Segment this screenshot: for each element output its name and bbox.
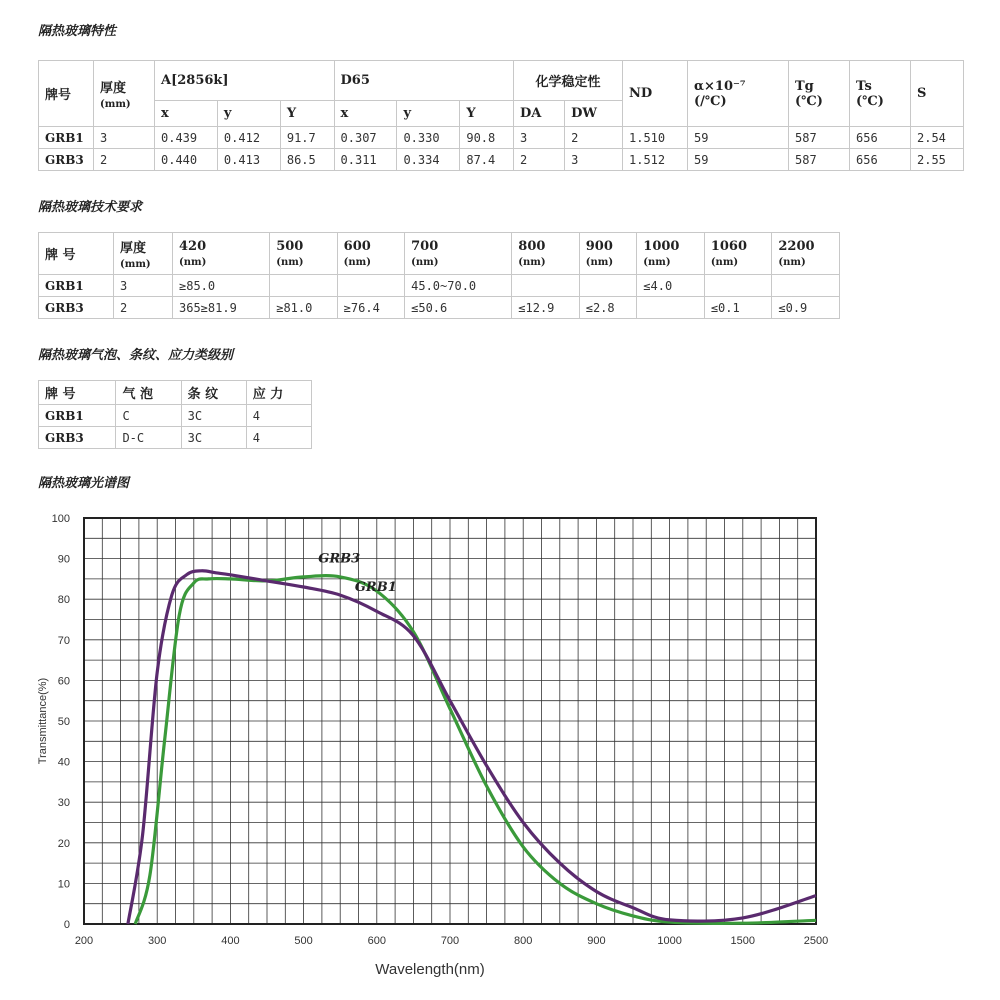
y-tick-label: 10 bbox=[57, 878, 70, 891]
alpha-header: α×10⁻⁷ (/℃) bbox=[688, 61, 789, 127]
wavelength-header-500: 500 (nm) bbox=[270, 233, 337, 275]
chem-stability-header: 化学稳定性 bbox=[514, 61, 623, 101]
tech-table bbox=[38, 232, 840, 319]
chart-grid bbox=[84, 518, 816, 924]
bubble-header: 气 泡 bbox=[116, 381, 181, 405]
y-tick-label: 50 bbox=[57, 716, 70, 728]
stress-cell: 4 bbox=[246, 405, 311, 427]
nd-header: ND bbox=[623, 61, 688, 127]
series-label: GRB1 bbox=[354, 580, 397, 596]
nd-cell: 1.510 bbox=[623, 127, 688, 149]
y-tick-label: 0 bbox=[63, 919, 70, 931]
y-tick-label: 100 bbox=[51, 513, 70, 525]
d-y-cell: 0.330 bbox=[397, 127, 460, 149]
properties-title: 隔热玻璃特性 bbox=[38, 24, 117, 39]
properties-table bbox=[38, 60, 964, 171]
a-Y-header: Y bbox=[280, 101, 334, 127]
alpha-cell: 59 bbox=[688, 149, 789, 171]
transmittance-cell bbox=[337, 275, 404, 297]
thickness-cell: 2 bbox=[114, 297, 173, 319]
stripe-cell: 3C bbox=[181, 405, 246, 427]
y-axis-label: Transmittance(%) bbox=[37, 677, 49, 765]
stripe-cell: 3C bbox=[181, 427, 246, 449]
series-label: GRB3 bbox=[318, 551, 361, 567]
transmittance-cell: ≤2.8 bbox=[579, 297, 637, 319]
series-labels bbox=[318, 552, 397, 595]
transmittance-chart bbox=[0, 500, 1000, 1000]
wavelength-header-800: 800 (nm) bbox=[512, 233, 579, 275]
d-x-cell: 0.307 bbox=[334, 127, 397, 149]
y-axis-ticks bbox=[52, 513, 70, 931]
transmittance-cell bbox=[704, 275, 772, 297]
chart-series bbox=[128, 571, 816, 924]
stripe-header: 条 纹 bbox=[181, 381, 246, 405]
s-cell: 2.54 bbox=[911, 127, 964, 149]
grade-cell: GRB1 bbox=[39, 127, 94, 149]
transmittance-cell: ≤0.9 bbox=[772, 297, 840, 319]
y-tick-label: 40 bbox=[57, 756, 70, 769]
transmittance-cell: ≥81.0 bbox=[270, 297, 337, 319]
d-Y-cell: 87.4 bbox=[460, 149, 514, 171]
wavelength-header-900: 900 (nm) bbox=[579, 233, 637, 275]
transmittance-cell bbox=[772, 275, 840, 297]
thickness-cell: 3 bbox=[114, 275, 173, 297]
a-y-header: y bbox=[217, 101, 280, 127]
ts-header: Ts (℃) bbox=[850, 61, 911, 127]
grade-header: 牌 号 bbox=[39, 233, 114, 275]
y-tick-label: 30 bbox=[57, 797, 70, 810]
y-tick-label: 90 bbox=[57, 553, 70, 566]
thickness-cell: 3 bbox=[94, 127, 155, 149]
transmittance-cell: ≤0.1 bbox=[704, 297, 772, 319]
transmittance-cell: ≥85.0 bbox=[173, 275, 270, 297]
y-tick-label: 80 bbox=[57, 594, 70, 607]
d65-header: D65 bbox=[334, 61, 514, 101]
table-row bbox=[39, 405, 312, 427]
spectrum-title: 隔热玻璃光谱图 bbox=[38, 476, 130, 491]
x-tick-label: 200 bbox=[74, 935, 94, 947]
x-tick-label: 1500 bbox=[730, 935, 756, 947]
d-Y-cell: 90.8 bbox=[460, 127, 514, 149]
table-row bbox=[39, 275, 840, 297]
grade-header: 牌 号 bbox=[39, 381, 116, 405]
a-y-cell: 0.413 bbox=[217, 149, 280, 171]
x-tick-label: 500 bbox=[294, 935, 313, 947]
table-row bbox=[39, 297, 840, 319]
x-tick-label: 600 bbox=[367, 935, 386, 947]
x-tick-label: 400 bbox=[221, 935, 240, 947]
tg-cell: 587 bbox=[789, 127, 850, 149]
quality-title: 隔热玻璃气泡、条纹、应力类级别 bbox=[38, 348, 234, 363]
da-cell: 3 bbox=[514, 127, 565, 149]
transmittance-cell: ≤4.0 bbox=[637, 275, 705, 297]
d-x-header: x bbox=[334, 101, 397, 127]
y-tick-label: 70 bbox=[57, 634, 70, 647]
table-row bbox=[39, 127, 964, 149]
d-y-header: y bbox=[397, 101, 460, 127]
x-tick-label: 1000 bbox=[657, 935, 682, 947]
a-Y-cell: 91.7 bbox=[280, 127, 334, 149]
wavelength-header-1000: 1000 (nm) bbox=[637, 233, 705, 275]
stress-cell: 4 bbox=[246, 427, 311, 449]
thickness-header: 厚度 (mm) bbox=[114, 233, 173, 275]
x-tick-label: 800 bbox=[514, 935, 533, 947]
dw-header: DW bbox=[565, 101, 623, 127]
quality-table bbox=[38, 380, 312, 449]
wavelength-header-1060: 1060 (nm) bbox=[704, 233, 772, 275]
transmittance-cell: ≤12.9 bbox=[512, 297, 579, 319]
tg-cell: 587 bbox=[789, 149, 850, 171]
a-x-header: x bbox=[155, 101, 218, 127]
series-line-grb1 bbox=[128, 571, 816, 924]
grade-cell: GRB3 bbox=[39, 297, 114, 319]
grade-cell: GRB1 bbox=[39, 275, 114, 297]
transmittance-cell bbox=[579, 275, 637, 297]
stress-header: 应 力 bbox=[246, 381, 311, 405]
d-x-cell: 0.311 bbox=[334, 149, 397, 171]
x-tick-label: 2500 bbox=[803, 935, 829, 947]
dw-cell: 2 bbox=[565, 127, 623, 149]
table-row bbox=[39, 427, 312, 449]
grade-cell: GRB1 bbox=[39, 405, 116, 427]
dw-cell: 3 bbox=[565, 149, 623, 171]
s-header: S bbox=[911, 61, 964, 127]
tg-header: Tg (℃) bbox=[789, 61, 850, 127]
wavelength-header-420: 420 (nm) bbox=[173, 233, 270, 275]
tech-title: 隔热玻璃技术要求 bbox=[38, 200, 143, 215]
table-row bbox=[39, 149, 964, 171]
transmittance-cell: 45.0~70.0 bbox=[405, 275, 512, 297]
x-axis-ticks bbox=[75, 935, 828, 947]
a-Y-cell: 86.5 bbox=[280, 149, 334, 171]
nd-cell: 1.512 bbox=[623, 149, 688, 171]
transmittance-cell bbox=[270, 275, 337, 297]
da-cell: 2 bbox=[514, 149, 565, 171]
wavelength-header-600: 600 (nm) bbox=[337, 233, 404, 275]
y-tick-label: 20 bbox=[57, 837, 70, 850]
a2856-header: A[2856k] bbox=[155, 61, 335, 101]
a-x-cell: 0.440 bbox=[155, 149, 218, 171]
x-axis-label: Wavelength(nm) bbox=[375, 961, 485, 978]
a-x-cell: 0.439 bbox=[155, 127, 218, 149]
da-header: DA bbox=[514, 101, 565, 127]
thickness-cell: 2 bbox=[94, 149, 155, 171]
transmittance-cell bbox=[512, 275, 579, 297]
ts-cell: 656 bbox=[850, 149, 911, 171]
x-tick-label: 300 bbox=[148, 935, 167, 947]
transmittance-cell: 365≥81.9 bbox=[173, 297, 270, 319]
wavelength-header-700: 700 (nm) bbox=[405, 233, 512, 275]
s-cell: 2.55 bbox=[911, 149, 964, 171]
grade-header: 牌号 bbox=[39, 61, 94, 127]
x-tick-label: 700 bbox=[440, 935, 460, 947]
transmittance-cell: ≥76.4 bbox=[337, 297, 404, 319]
a-y-cell: 0.412 bbox=[217, 127, 280, 149]
ts-cell: 656 bbox=[850, 127, 911, 149]
transmittance-cell bbox=[637, 297, 705, 319]
transmittance-cell: ≤50.6 bbox=[405, 297, 512, 319]
grade-cell: GRB3 bbox=[39, 427, 116, 449]
x-tick-label: 900 bbox=[587, 935, 606, 947]
wavelength-header-2200: 2200 (nm) bbox=[772, 233, 840, 275]
grade-cell: GRB3 bbox=[39, 149, 94, 171]
bubble-cell: D-C bbox=[116, 427, 181, 449]
d-Y-header: Y bbox=[460, 101, 514, 127]
d-y-cell: 0.334 bbox=[397, 149, 460, 171]
y-tick-label: 60 bbox=[57, 675, 70, 688]
alpha-cell: 59 bbox=[688, 127, 789, 149]
thickness-header: 厚度 (mm) bbox=[94, 61, 155, 127]
bubble-cell: C bbox=[116, 405, 181, 427]
